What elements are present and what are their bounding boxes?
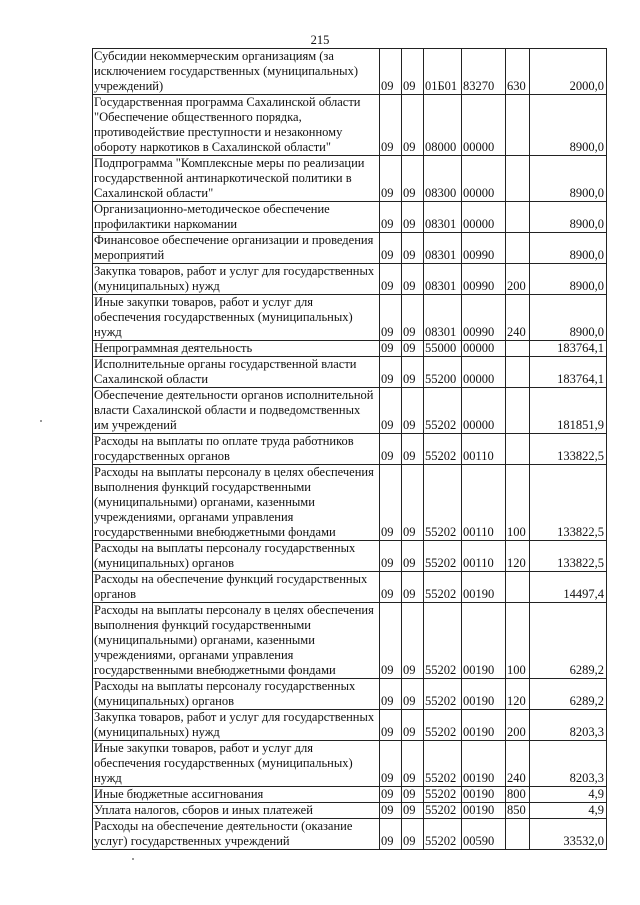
target-article-code: 08300 [424,156,462,202]
subsection-code: 09 [402,202,424,233]
table-row [93,233,607,264]
row-name: Иные закупки товаров, работ и услуг для обеспечения государственных (муниципальных) нужд [93,295,380,341]
table-row [93,572,607,603]
scan-speck [40,420,42,422]
target-article-code: 55202 [424,388,462,434]
section-code: 09 [380,202,402,233]
table-row [93,202,607,233]
section-code: 09 [380,819,402,850]
table-row [93,95,607,156]
scan-speck [132,858,134,860]
section-code: 09 [380,741,402,787]
amount: 4,9 [530,803,607,819]
section-code: 09 [380,49,402,95]
table-row [93,156,607,202]
target-article-code: 55202 [424,541,462,572]
subsection-code: 09 [402,49,424,95]
table-row [93,541,607,572]
table-row [93,710,607,741]
section-code: 09 [380,572,402,603]
subsection-code: 09 [402,603,424,679]
amount: 33532,0 [530,819,607,850]
row-name: Подпрограмма "Комплексные меры по реализации государственной антинаркотической политики в Сахалинской области" [93,156,380,202]
expense-type-code [506,819,530,850]
amount: 4,9 [530,787,607,803]
subsection-code: 09 [402,819,424,850]
section-code: 09 [380,710,402,741]
table-row [93,434,607,465]
section-code: 09 [380,434,402,465]
subsection-code: 09 [402,341,424,357]
row-name: Непрограммная деятельность [93,341,380,357]
row-name: Расходы на выплаты персоналу государственных (муниципальных) органов [93,679,380,710]
target-article-code: 01Б01 [424,49,462,95]
target-article-subcode: 00190 [462,803,506,819]
section-code: 09 [380,341,402,357]
target-article-subcode: 00110 [462,465,506,541]
expense-type-code [506,156,530,202]
table-row [93,741,607,787]
row-name: Субсидии некоммерческим организациям (за исключением государственных (муниципальных) учреждений) [93,49,380,95]
table-row [93,465,607,541]
amount: 6289,2 [530,679,607,710]
page-number: 215 [310,33,330,47]
section-code: 09 [380,679,402,710]
amount: 8900,0 [530,202,607,233]
table-row [93,603,607,679]
expense-type-code [506,95,530,156]
subsection-code: 09 [402,710,424,741]
expense-type-code: 850 [506,803,530,819]
target-article-code: 55202 [424,465,462,541]
row-name: Расходы на обеспечение деятельности (оказание услуг) государственных учреждений [93,819,380,850]
subsection-code: 09 [402,679,424,710]
target-article-code: 55202 [424,572,462,603]
subsection-code: 09 [402,295,424,341]
expense-type-code [506,202,530,233]
row-name: Государственная программа Сахалинской области "Обеспечение общественного порядка, противодействие преступности и незаконному обороту наркотиков в Сахалинской области" [93,95,380,156]
section-code: 09 [380,156,402,202]
amount: 8203,3 [530,741,607,787]
table-row [93,819,607,850]
subsection-code: 09 [402,741,424,787]
amount: 8900,0 [530,295,607,341]
target-article-subcode: 00110 [462,541,506,572]
row-name: Иные бюджетные ассигнования [93,787,380,803]
budget-table [92,48,607,850]
table-row [93,388,607,434]
amount: 8900,0 [530,233,607,264]
subsection-code: 09 [402,803,424,819]
target-article-code: 55200 [424,357,462,388]
target-article-subcode: 00000 [462,388,506,434]
expense-type-code: 120 [506,679,530,710]
row-name: Расходы на выплаты персоналу государственных (муниципальных) органов [93,541,380,572]
subsection-code: 09 [402,388,424,434]
section-code: 09 [380,295,402,341]
target-article-subcode: 00000 [462,341,506,357]
subsection-code: 09 [402,264,424,295]
expense-type-code: 200 [506,264,530,295]
section-code: 09 [380,541,402,572]
target-article-code: 55202 [424,803,462,819]
subsection-code: 09 [402,572,424,603]
target-article-subcode: 00590 [462,819,506,850]
target-article-code: 55202 [424,787,462,803]
table-row [93,787,607,803]
amount: 6289,2 [530,603,607,679]
amount: 2000,0 [530,49,607,95]
subsection-code: 09 [402,787,424,803]
amount: 8203,3 [530,710,607,741]
amount: 133822,5 [530,434,607,465]
table-row [93,295,607,341]
expense-type-code [506,233,530,264]
target-article-code: 08301 [424,295,462,341]
table-row [93,49,607,95]
target-article-code: 08301 [424,233,462,264]
section-code: 09 [380,465,402,541]
expense-type-code: 100 [506,603,530,679]
subsection-code: 09 [402,357,424,388]
section-code: 09 [380,803,402,819]
row-name: Организационно-методическое обеспечение профилактики наркомании [93,202,380,233]
target-article-subcode: 00190 [462,710,506,741]
expense-type-code: 100 [506,465,530,541]
budget-table-body [93,49,607,850]
target-article-subcode: 00000 [462,95,506,156]
expense-type-code: 200 [506,710,530,741]
expense-type-code [506,388,530,434]
section-code: 09 [380,787,402,803]
subsection-code: 09 [402,465,424,541]
amount: 14497,4 [530,572,607,603]
target-article-subcode: 00990 [462,295,506,341]
row-name: Закупка товаров, работ и услуг для государственных (муниципальных) нужд [93,264,380,295]
target-article-code: 55202 [424,819,462,850]
subsection-code: 09 [402,95,424,156]
section-code: 09 [380,357,402,388]
subsection-code: 09 [402,156,424,202]
target-article-subcode: 83270 [462,49,506,95]
target-article-code: 55202 [424,679,462,710]
row-name: Иные закупки товаров, работ и услуг для обеспечения государственных (муниципальных) нужд [93,741,380,787]
amount: 133822,5 [530,465,607,541]
amount: 181851,9 [530,388,607,434]
target-article-subcode: 00190 [462,679,506,710]
table-row [93,679,607,710]
row-name: Исполнительные органы государственной власти Сахалинской области [93,357,380,388]
table-row [93,341,607,357]
row-name: Финансовое обеспечение организации и проведения мероприятий [93,233,380,264]
target-article-code: 55202 [424,710,462,741]
expense-type-code [506,357,530,388]
target-article-subcode: 00000 [462,156,506,202]
table-row [93,357,607,388]
amount: 8900,0 [530,264,607,295]
expense-type-code: 120 [506,541,530,572]
target-article-code: 55202 [424,603,462,679]
section-code: 09 [380,233,402,264]
target-article-code: 08301 [424,202,462,233]
subsection-code: 09 [402,541,424,572]
target-article-subcode: 00190 [462,741,506,787]
section-code: 09 [380,264,402,295]
target-article-code: 55202 [424,434,462,465]
row-name: Уплата налогов, сборов и иных платежей [93,803,380,819]
expense-type-code: 240 [506,741,530,787]
subsection-code: 09 [402,434,424,465]
target-article-subcode: 00190 [462,603,506,679]
target-article-code: 08000 [424,95,462,156]
expense-type-code: 630 [506,49,530,95]
target-article-subcode: 00110 [462,434,506,465]
target-article-subcode: 00990 [462,264,506,295]
row-name: Закупка товаров, работ и услуг для государственных (муниципальных) нужд [93,710,380,741]
expense-type-code [506,572,530,603]
expense-type-code: 800 [506,787,530,803]
target-article-code: 55202 [424,741,462,787]
target-article-subcode: 00190 [462,572,506,603]
row-name: Обеспечение деятельности органов исполнительной власти Сахалинской области и подведомственных им учреждений [93,388,380,434]
expense-type-code [506,341,530,357]
section-code: 09 [380,603,402,679]
amount: 8900,0 [530,156,607,202]
target-article-subcode: 00000 [462,202,506,233]
target-article-subcode: 00000 [462,357,506,388]
section-code: 09 [380,388,402,434]
row-name: Расходы на обеспечение функций государственных органов [93,572,380,603]
target-article-code: 55000 [424,341,462,357]
expense-type-code [506,434,530,465]
amount: 8900,0 [530,95,607,156]
row-name: Расходы на выплаты по оплате труда работников государственных органов [93,434,380,465]
target-article-subcode: 00990 [462,233,506,264]
amount: 133822,5 [530,541,607,572]
subsection-code: 09 [402,233,424,264]
table-row [93,264,607,295]
row-name: Расходы на выплаты персоналу в целях обеспечения выполнения функций государственными (муниципальными) органами, казенными учреждениями, органами управления государственными внебюджетными фондами [93,465,380,541]
expense-type-code: 240 [506,295,530,341]
amount: 183764,1 [530,357,607,388]
section-code: 09 [380,95,402,156]
row-name: Расходы на выплаты персоналу в целях обеспечения выполнения функций государственными (муниципальными) органами, казенными учреждениями, органами управления государственными внебюджетными фондами [93,603,380,679]
amount: 183764,1 [530,341,607,357]
table-row [93,803,607,819]
target-article-subcode: 00190 [462,787,506,803]
target-article-code: 08301 [424,264,462,295]
